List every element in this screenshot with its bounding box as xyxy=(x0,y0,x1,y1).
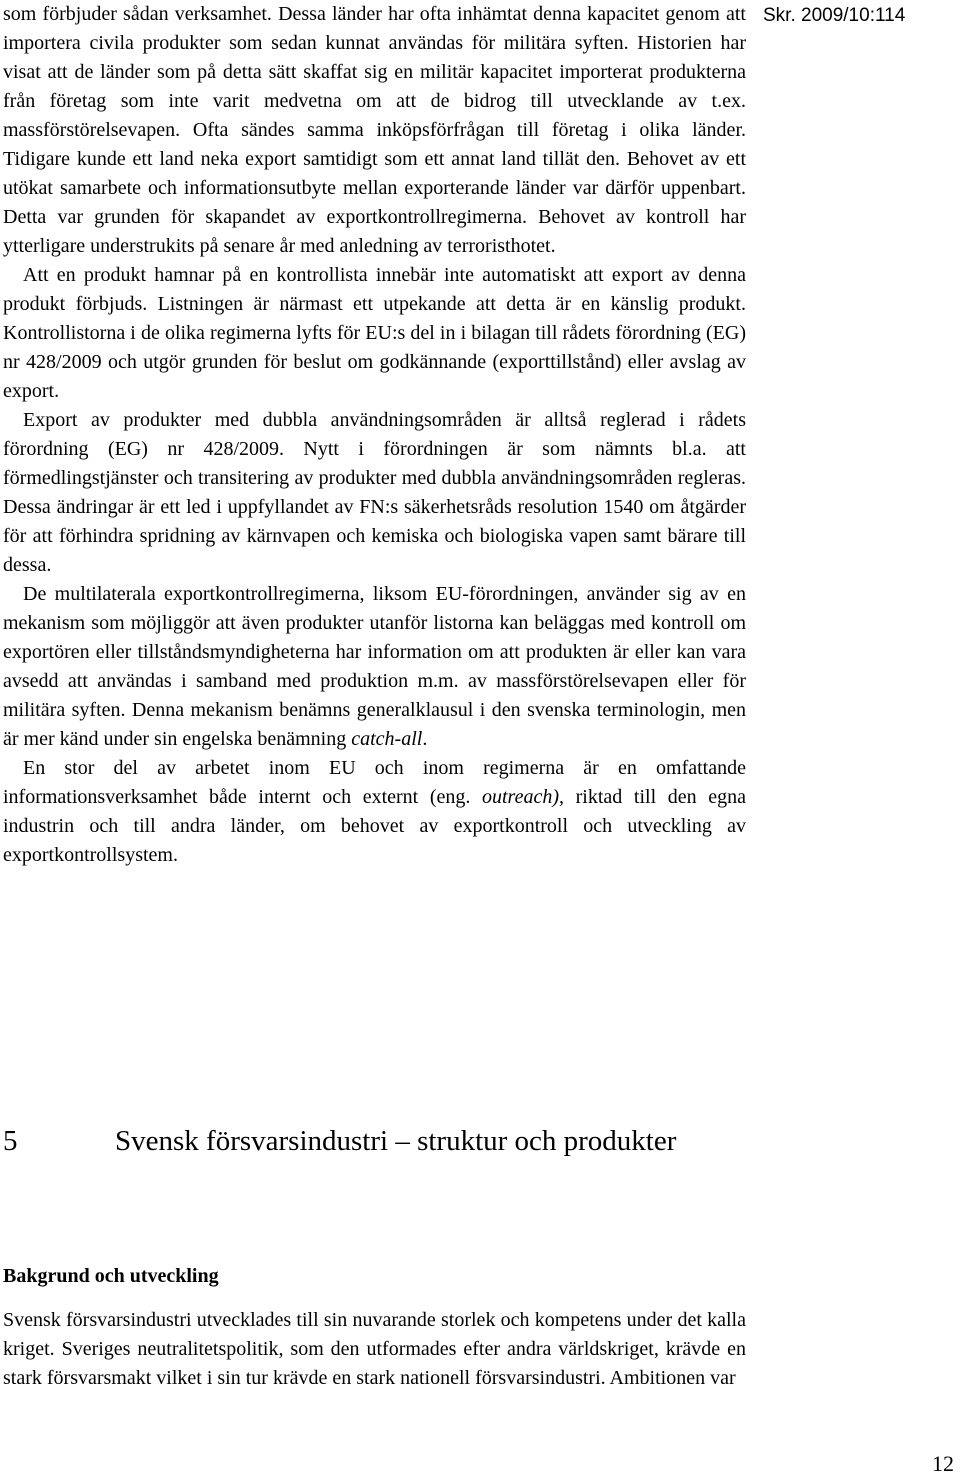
text-run: De multilaterala exportkontrollregimerna, liksom EU-förordningen, använder sig av en mekanism som möjliggör att även produkter utanför listorna kan beläggas med kontroll om exportören eller tillståndsmyndigheterna har information om att produkten är eller kan vara avsedd att användas i samband med produktion m.m. av massförstörelsevapen eller för militära syften. Denna mekanism benämns generalklausul i den svenska terminologin, men är mer känd under sin engelska benämning xyxy=(3,583,746,750)
text-run: Att en produkt hamnar på en kontrollista innebär inte automatiskt att export av denna produkt förbjuds. Listningen är närmast ett utpekande att detta är en känslig produkt. Kontrollistorna i de olika regimerna lyfts för EU:s del in i bilagan till rådets förordning (EG) nr 428/2009 och utgör grunden för beslut om godkännande (exporttillstånd) eller avslag av export. xyxy=(3,264,746,402)
section-number: 5 xyxy=(3,1125,18,1157)
italic-term: outreach), xyxy=(482,786,565,808)
section-title: Svensk försvarsindustri – struktur och produkter xyxy=(115,1125,677,1157)
document-reference: Skr. 2009/10:114 xyxy=(763,5,906,26)
text-run: En stor del av arbetet inom EU och inom regimerna är en omfattande informationsverksamhet både internt och externt (eng. xyxy=(3,757,746,808)
body-text xyxy=(3,0,746,870)
subsection-heading: Bakgrund och utveckling xyxy=(3,1265,219,1287)
paragraph-4 xyxy=(3,580,746,754)
text-run: som förbjuder sådan verksamhet. Dessa länder har ofta inhämtat denna kapacitet genom att importera civila produkter som sedan kunnat användas för militära syften. Historien har visat att de länder som på detta sätt skaffat sig en militär kapacitet importerat produkterna från företag som inte varit medvetna om att de bidrog till utvecklande av t.ex. massförstörelsevapen. Ofta sändes samma inköpsförfrågan till företag i olika länder. Tidigare kunde ett land neka export samtidigt som ett annat land tillät den. Behovet av ett utökat samarbete och informationsutbyte mellan exporterande länder var därför uppenbart. Detta var grunden för skapandet av exportkontrollregimerna. Behovet av kontroll har ytterligare understrukits på senare år med anledning av terroristhotet. xyxy=(3,3,746,257)
paragraph-3 xyxy=(3,406,746,580)
text-run: Export av produkter med dubbla användningsområden är alltså reglerad i rådets förordning (EG) nr 428/2009. Nytt i förordningen är som nämnts bl.a. att förmedlingstjänster och transitering av produkter med dubbla användningsområden regleras. Dessa ändringar är ett led i uppfyllandet av FN:s säkerhetsråds resolution 1540 om åtgärder för att förhindra spridning av kärnvapen och kemiska och biologiska vapen samt bärare till dessa. xyxy=(3,409,746,576)
text-run: . xyxy=(422,728,428,750)
paragraph-1 xyxy=(3,0,746,261)
text-run: riktad till den egna industrin och till andra länder, om behovet av exportkontroll och utveckling av exportkontrollsystem. xyxy=(3,786,746,866)
section-body xyxy=(3,1306,746,1393)
page-number: 12 xyxy=(932,1451,954,1476)
paragraph-5 xyxy=(3,754,746,870)
italic-term: catch-all xyxy=(351,728,423,750)
paragraph-2 xyxy=(3,261,746,406)
section-paragraph: Svensk försvarsindustri utvecklades till sin nuvarande storlek och kompetens under det kalla kriget. Sveriges neutralitetspolitik, som den utformades efter andra världskriget, krävde en stark försvarsmakt vilket i sin tur krävde en stark nationell försvarsindustri. Ambitionen var xyxy=(3,1309,746,1389)
